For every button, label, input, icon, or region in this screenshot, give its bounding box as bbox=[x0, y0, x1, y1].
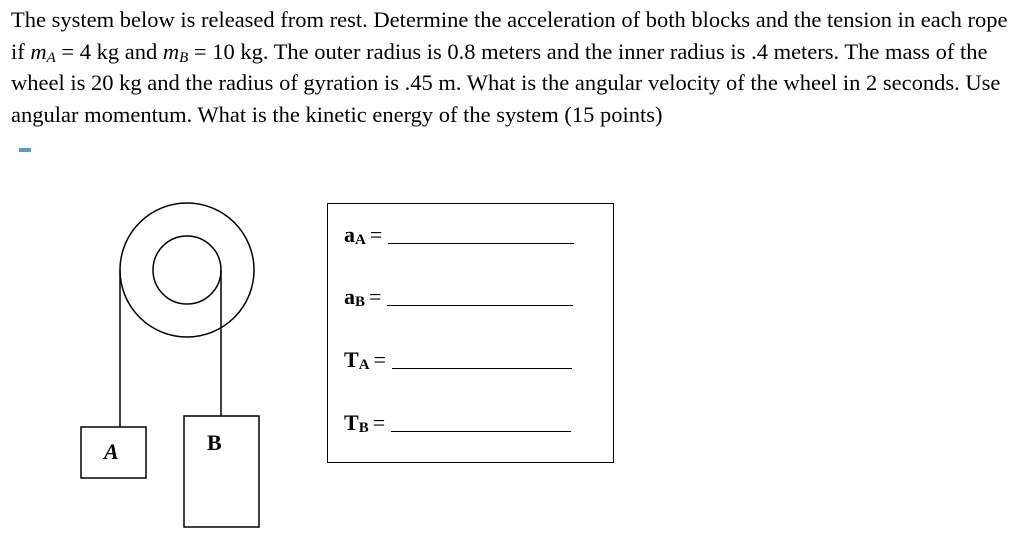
mass-a-symbol: m bbox=[30, 38, 47, 64]
answer-blank-aA[interactable] bbox=[388, 243, 574, 244]
answer-row-TB: $T_B$ = bbox=[344, 410, 571, 436]
inner-wheel bbox=[153, 236, 221, 304]
answer-row-TA: $T_A$ = bbox=[344, 347, 572, 373]
answer-blank-aB[interactable] bbox=[387, 305, 573, 306]
block-b-label: B bbox=[207, 430, 222, 455]
answer-blank-TA[interactable] bbox=[392, 368, 572, 369]
answer-blank-TB[interactable] bbox=[391, 431, 571, 432]
block-a-label: A bbox=[104, 439, 119, 464]
problem-statement: The system below is released from rest. Determine the acceleration of both blocks and the tension in each rope if $m_A = 4$ kg and $m_B = 10$ kg. The outer radius is 0.8 meters and the inner radius is .4 meters. The mass of the wheel is 20 kg and the radius of gyration is .45 m. What is the angular velocity of the wheel in 2 seconds. Use angular momentum. What is the kinetic energy of the system (15 points) bbox=[11, 7, 1008, 127]
mass-b-symbol: m bbox=[162, 38, 180, 64]
outer-wheel bbox=[120, 203, 254, 337]
answer-box bbox=[327, 203, 614, 463]
answer-row-aB: $a_B$ = bbox=[344, 284, 573, 310]
answer-row-aA: $a_A$ = bbox=[344, 222, 574, 248]
